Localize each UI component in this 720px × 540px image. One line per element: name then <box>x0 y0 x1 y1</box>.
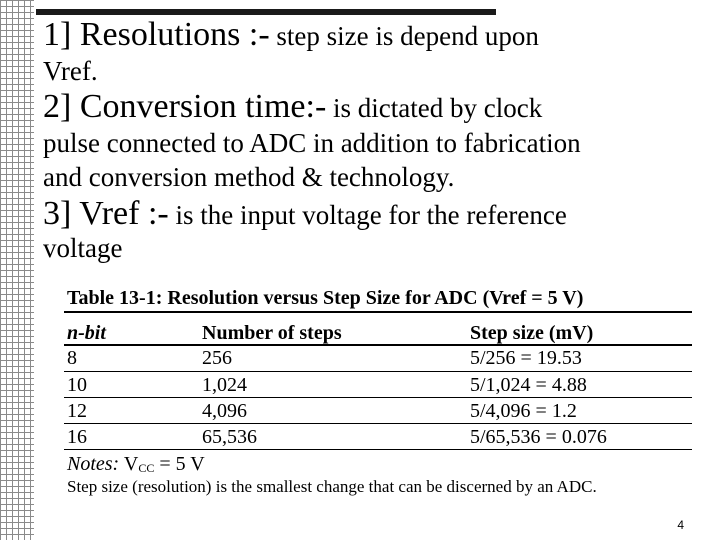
point-2-continuation-2: and conversion method & technology. <box>43 162 455 192</box>
table-rule-row-3 <box>64 423 692 424</box>
point-2-text: is dictated by clock <box>326 93 543 123</box>
point-3 <box>43 197 567 231</box>
table-cell: 5/1,024 = 4.88 <box>470 374 587 396</box>
point-1-text: step size is depend upon <box>269 21 539 51</box>
left-margin-pattern <box>0 0 34 540</box>
table-cell: 12 <box>67 400 87 422</box>
table-cell: 5/65,536 = 0.076 <box>470 426 607 448</box>
table-cell: 65,536 <box>202 426 257 448</box>
notes-subscript: CC <box>138 461 155 475</box>
table-rule-bottom <box>64 449 692 450</box>
table-rule-row-2 <box>64 397 692 398</box>
table-cell: 4,096 <box>202 400 247 422</box>
table-cell: 5/4,096 = 1.2 <box>470 400 577 422</box>
point-2-heading: 2] Conversion time:- <box>43 88 327 125</box>
point-3-continuation: voltage <box>43 233 123 263</box>
title-bar-line <box>36 9 496 15</box>
notes-value: = 5 V <box>154 453 205 475</box>
table-cell: 5/256 = 19.53 <box>470 347 582 369</box>
page-number: 4 <box>677 518 684 532</box>
table-header-steps: Number of steps <box>202 322 342 344</box>
table-cell: 10 <box>67 374 87 396</box>
table-header-nbit: n-bit <box>67 322 106 344</box>
table-title: Table 13-1: Resolution versus Step Size for ADC (Vref = 5 V) <box>67 287 584 309</box>
table-rule-header <box>64 344 692 346</box>
point-1-heading: 1] Resolutions :- <box>43 16 270 53</box>
resolution-table <box>64 284 692 500</box>
table-cell: 256 <box>202 347 232 369</box>
table-rule-row-1 <box>64 371 692 372</box>
point-1-continuation: Vref. <box>43 56 98 86</box>
table-rule-top <box>64 311 692 313</box>
table-cell: 16 <box>67 426 87 448</box>
point-2 <box>43 90 542 124</box>
notes-v: V <box>123 453 139 475</box>
table-cell: 8 <box>67 347 77 369</box>
table-header-stepsize: Step size (mV) <box>470 322 594 344</box>
point-1 <box>43 18 539 52</box>
notes-label: Notes: <box>67 453 120 475</box>
table-cell: 1,024 <box>202 374 247 396</box>
table-notes <box>67 453 205 476</box>
point-3-text: is the input voltage for the reference <box>168 200 567 230</box>
step-size-note: Step size (resolution) is the smallest change that can be discerned by an ADC. <box>67 477 597 496</box>
point-2-continuation-1: pulse connected to ADC in addition to fabrication <box>43 128 581 158</box>
point-3-heading: 3] Vref :- <box>43 195 169 232</box>
